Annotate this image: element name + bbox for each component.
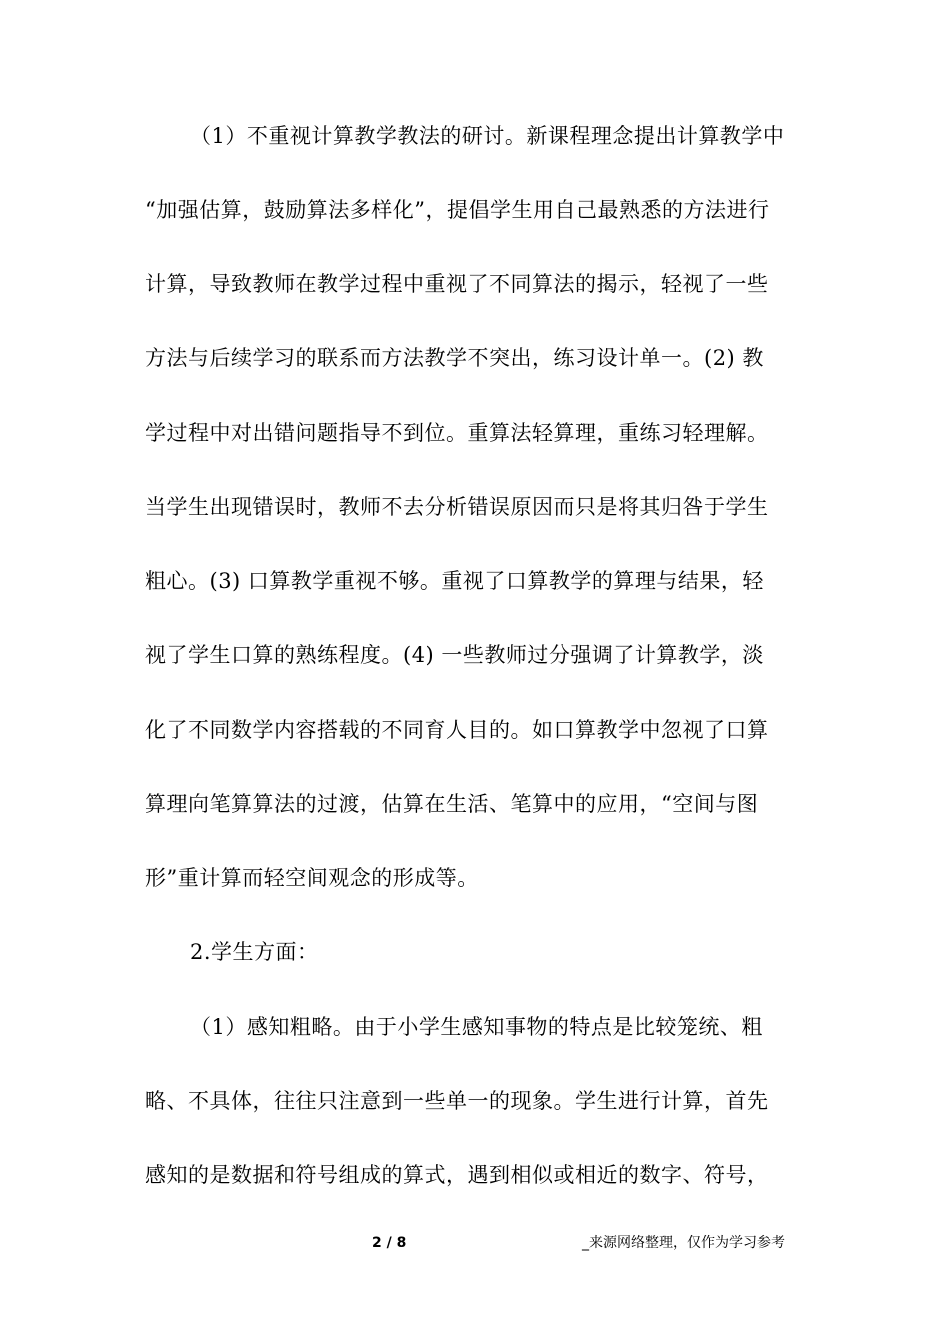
- paragraph-line: “加强估算，鼓励算法多样化”，提倡学生用自己最熟悉的方法进行: [145, 198, 770, 222]
- paragraph-line: 略、不具体，往往只注意到一些单一的现象。学生进行计算，首先: [145, 1089, 769, 1113]
- paragraph-line: 学过程中对出错问题指导不到位。重算法轻算理，重练习轻理解。: [145, 421, 769, 445]
- paragraph-line: 粗心。(3) 口算教学重视不够。重视了口算教学的算理与结果，轻: [145, 569, 764, 593]
- paragraph-line: （1）感知粗略。由于小学生感知事物的特点是比较笼统、粗: [190, 1015, 763, 1039]
- paragraph-line: 化了不同数学内容搭载的不同育人目的。如口算教学中忽视了口算: [145, 718, 769, 742]
- paragraph-line: （1）不重视计算教学教法的研讨。新课程理念提出计算教学中: [190, 124, 785, 148]
- paragraph-line: 视了学生口算的熟练程度。(4) 一些教师过分强调了计算教学，淡: [145, 643, 764, 667]
- paragraph-line: 方法与后续学习的联系而方法教学不突出，练习设计单一。(2) 教: [145, 346, 764, 370]
- paragraph-line: 当学生出现错误时，教师不去分析错误原因而只是将其归咎于学生: [145, 495, 769, 519]
- paragraph-line: 计算，导致教师在教学过程中重视了不同算法的揭示，轻视了一些: [145, 272, 769, 296]
- paragraph-line: 感知的是数据和符号组成的算式，遇到相似或相近的数字、符号，: [145, 1163, 769, 1187]
- source-note: _来源网络整理，仅作为学习参考: [582, 1235, 785, 1251]
- paragraph-line: 形”重计算而轻空间观念的形成等。: [145, 866, 479, 890]
- page-number: 2 / 8: [372, 1235, 407, 1251]
- paragraph-line: 算理向笔算算法的过渡，估算在生活、笔算中的应用，“空间与图: [145, 792, 759, 816]
- section-heading: 2.学生方面：: [190, 940, 319, 964]
